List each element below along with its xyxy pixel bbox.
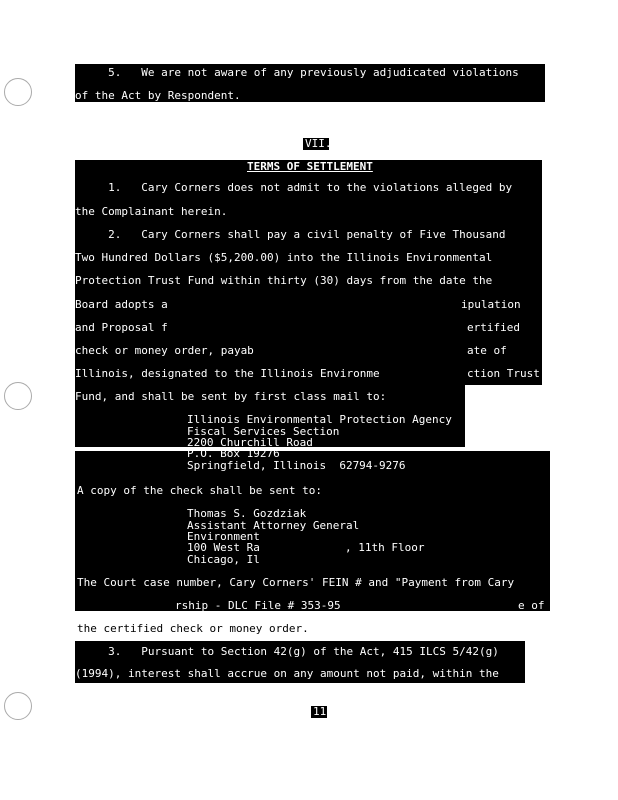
item-2-line-8: Fund, and shall be sent by first class mail to: [75,390,387,403]
address-2-line-3: Environment [187,530,260,543]
page-number: 11 [313,705,327,718]
item-2-line-3: Protection Trust Fund within thirty (30) days from the date the [75,274,493,287]
item-1-line-2: the Complainant herein. [75,205,228,218]
court-line-1: The Court case number, Cary Corners' FEIN # and "Payment from Cary [77,576,515,589]
address-1-line-3: 2200 Churchill Road [187,436,313,449]
binder-hole-bottom [4,692,32,720]
item-2-line-7-left: Illinois, designated to the Illinois Environme [75,367,380,380]
binder-hole-top [4,78,32,106]
address-2-line-2: Assistant Attorney General [187,519,360,532]
item-2-line-5-right: ertified [467,321,520,334]
address-1-line-1: Illinois Environmental Protection Agency [187,413,452,426]
copy-address-block [75,447,550,612]
court-line-3: the certified check or money order. [77,622,309,635]
item-2-line-6-left: check or money order, payab [75,344,254,357]
court-line-2-mid: rship - DLC File # 353-95 [175,599,341,612]
mailing-address-block [75,385,465,447]
address-1-line-2: Fiscal Services Section [187,425,340,438]
item-2-line-4-left: Board adopts a [75,298,168,311]
item-3-block [75,641,525,683]
item-2-line-6-right: ate of [467,344,507,357]
address-2-line-4-right: , 11th Floor [345,541,425,554]
item-2-line-1: 2. Cary Corners shall pay a civil penalty of Five Thousand [75,228,506,241]
address-2-line-4-left: 100 West Ra [187,541,260,554]
binder-hole-middle [4,382,32,410]
paragraph-5-line-2: of the Act by Respondent. [75,89,241,102]
item-2-line-7-right: ction Trust [467,367,540,380]
address-2-line-5: Chicago, Il [187,553,260,566]
item-2-line-5-left: and Proposal f [75,321,168,334]
paragraph-5-line-1: 5. We are not aware of any previously adjudicated violations [75,66,519,79]
item-1-line-1: 1. Cary Corners does not admit to the violations alleged by [75,181,513,194]
paragraph-5-block [75,64,545,102]
item-2-line-2: Two Hundred Dollars ($5,200.00) into the Illinois Environmental [75,251,493,264]
item-3-line-2: (1994), interest shall accrue on any amount not paid, within the [75,667,499,680]
section-number: VII. [305,137,332,150]
address-1-line-4: P.O. Box 19276 [187,447,280,460]
section-number-block [303,137,332,150]
section-title: TERMS OF SETTLEMENT [247,160,373,173]
copy-line: A copy of the check shall be sent to: [77,484,323,497]
address-2-line-1: Thomas S. Gozdziak [187,507,307,520]
item-3-line-1: 3. Pursuant to Section 42(g) of the Act, 415 ILCS 5/42(g) [75,645,499,658]
page-number-block [311,706,327,718]
address-1-line-5: Springfield, Illinois 62794-9276 [187,459,406,472]
item-2-line-4-right: ipulation [461,298,521,311]
court-line-2-right: e of [518,599,545,612]
settlement-main-block [75,160,542,385]
